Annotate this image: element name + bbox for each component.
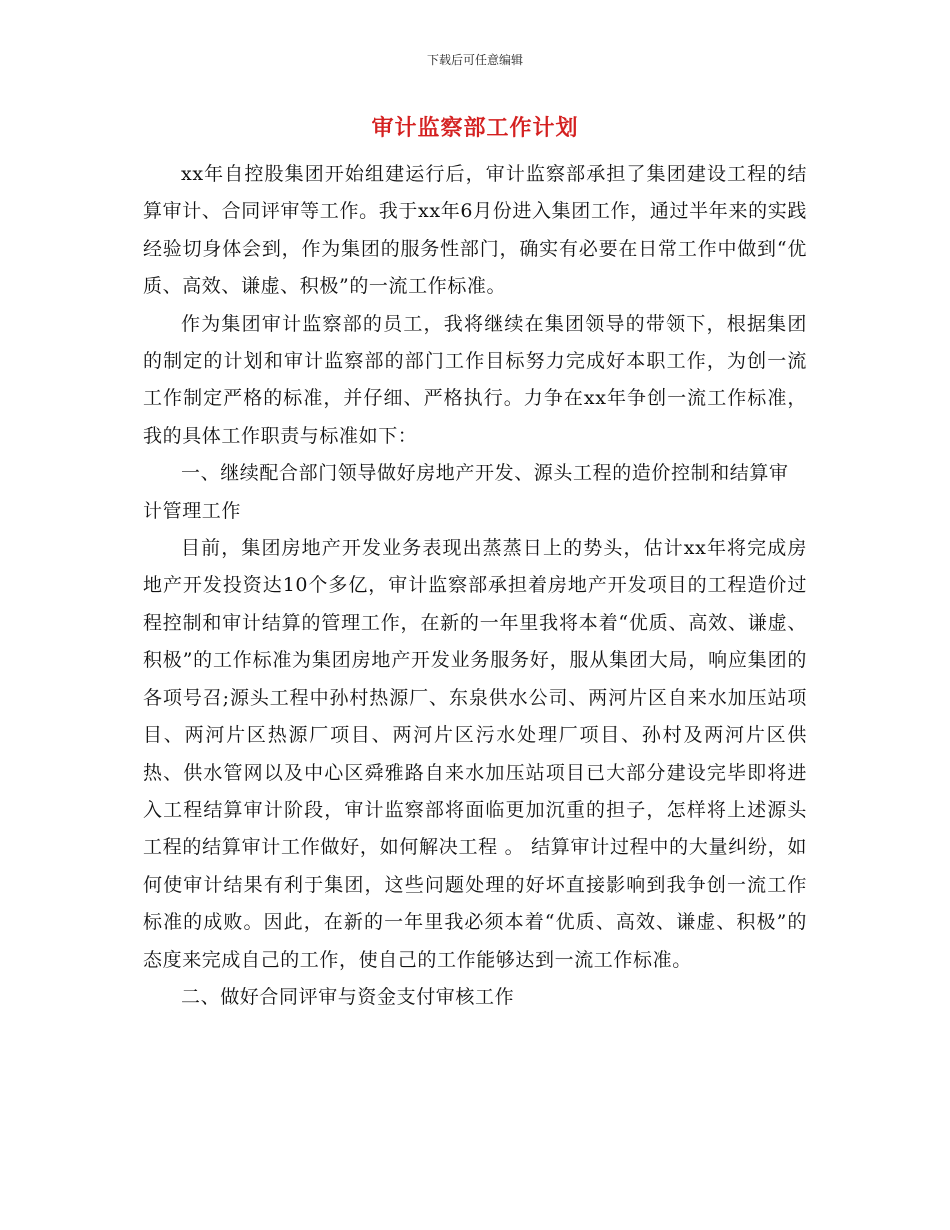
document-title: 审计监察部工作计划 [371,115,579,141]
document-body [143,156,807,1016]
section-heading-1: 一、继续配合部门领导做好房地产开发、源头工程的造价控制和结算审计管理工作 [143,462,789,522]
paragraph-intro: xx年自控股集团开始组建运行后，审计监察部承担了集团建设工程的结算审计、合同评审等工作。我于xx年6月份进入集团工作，通过半年来的实践经验切身体会到，作为集团的服务性部门，确实有必要在日常工作中做到“优质、高效、谦虚、积极”的一流工作标准。 [143,163,807,298]
download-note: 下载后可任意编辑 [426,53,523,67]
paragraph-section-1: 目前，集团房地产开发业务表现出蒸蒸日上的势头，估计xx年将完成房地产开发投资达10个多亿，审计监察部承担着房地产开发项目的工程造价过程控制和审计结算的管理工作，在新的一年里我将本着“优质、高效、谦虚、积极”的工作标准为集团房地产开发业务服务好，服从集团大局，响应集团的各项号召;源头工程中孙村热源厂、东泉供水公司、两河片区自来水加压站项目、两河片区热源厂项目、两河片区污水处理厂项目、孙村及两河片区供热、供水管网以及中心区舜雅路自来水加压站项目已大部分建设完毕即将进入工程结算审计阶段，审计监察部将面临更加沉重的担子，怎样将上述源头工程的结算审计工作做好，如何解决工程 。 结算审计过程中的大量纠纷，如何使审计结果有利于集团，这些问题处理的好坏直接影响到我争创一流工作标准的成败。因此，在新的一年里我必须本着“优质、高效、谦虚、积极”的态度来完成自己的工作，使自己的工作能够达到一流工作标准。 [143,537,807,971]
section-heading-2: 二、做好合同评审与资金支付审核工作 [181,985,515,1008]
paragraph-commitment: 作为集团审计监察部的员工，我将继续在集团领导的带领下，根据集团的制定的计划和审计监察部的部门工作目标努力完成好本职工作，为创一流工作制定严格的标准，并仔细、严格执行。力争在xx年争创一流工作标准，我的具体工作职责与标准如下： [143,312,807,447]
